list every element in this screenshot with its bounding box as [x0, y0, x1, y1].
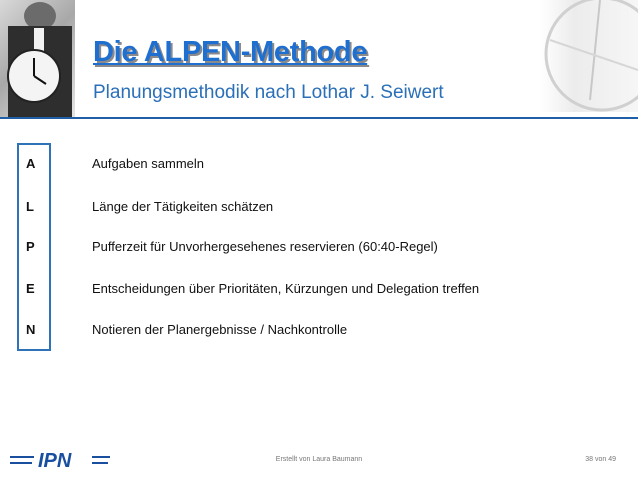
step-text-e: Entscheidungen über Prioritäten, Kürzungen und Delegation treffen [92, 281, 480, 296]
page-number: 38 von 49 [585, 456, 616, 463]
slide-subtitle: Planungsmethodik nach Lothar J. Seiwert [93, 82, 444, 103]
acronym-letter-e: E [26, 281, 35, 296]
header-clock-image [540, 0, 638, 112]
header-photo-person-with-clock [0, 0, 75, 118]
slide-title: Die ALPEN-Methode [93, 36, 368, 68]
acronym-letter-n: N [26, 322, 36, 337]
acronym-letter-a: A [26, 156, 36, 171]
step-text-n: Notieren der Planergebnisse / Nachkontrolle [92, 322, 348, 337]
ipn-logo-text: IPN [38, 450, 72, 472]
footer-credit: Erstellt von Laura Baumann [275, 456, 363, 463]
acronym-letter-p: P [26, 239, 35, 254]
step-text-a: Aufgaben sammeln [92, 156, 205, 171]
acronym-letter-l: L [26, 199, 34, 214]
header-divider [0, 117, 638, 119]
step-text-p: Pufferzeit für Unvorhergesehenes reservieren (60:40-Regel) [92, 239, 438, 254]
step-text-l: Länge der Tätigkeiten schätzen [92, 199, 274, 214]
